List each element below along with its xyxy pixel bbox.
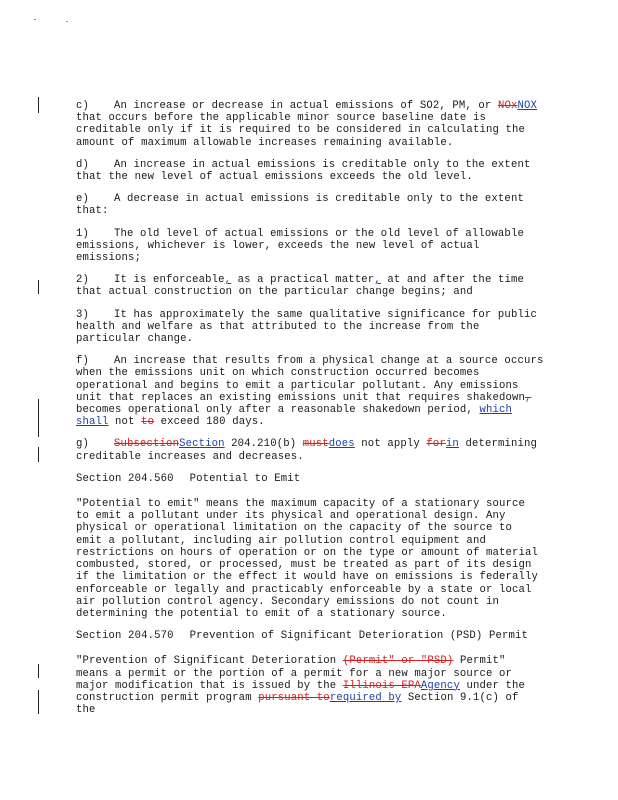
inserted-text: NOX [517, 100, 537, 112]
item-number: d) [76, 158, 90, 171]
inserted-text: , [224, 274, 232, 287]
paragraph-f: f) An increase that results from a physical change at a source occurs when the emissions unit on which construction occurred becomes operational and begins to emit a particular pollutant. Any emissions unit that replaces an existing emissions unit that requires shakedown, becomes operational only after a reasonable shakedown period, which shall not to exceed 180 days. [76, 355, 544, 429]
scan-speck [34, 19, 36, 20]
item-number: 3) [76, 308, 90, 321]
item-number: 1) [76, 227, 90, 240]
paragraph-1: 1) The old level of actual emissions or the old level of allowable emissions, whichever is lower, exceeds the new level of actual emissions; [76, 227, 524, 265]
paragraph-d: d) An increase in actual emissions is creditable only to the extent that the new level of actual emissions exceeds the old level. [76, 158, 531, 184]
item-number: g) [76, 438, 90, 451]
item-number: c) [76, 100, 90, 112]
deleted-text: must [302, 438, 329, 451]
inserted-text: Agency [420, 679, 460, 692]
change-bar [38, 447, 39, 462]
deleted-text: , [525, 391, 532, 404]
scan-speck [66, 21, 68, 22]
paragraph-e: e) A decrease in actual emissions is creditable only to the extent that: [76, 193, 524, 218]
inserted-text: , [374, 274, 381, 287]
inserted-text: which shall [76, 404, 512, 429]
change-bar [38, 280, 39, 294]
change-bar [38, 399, 39, 437]
paragraph-c: c) An increase or decrease in actual emissions of SO2, PM, or NOxNOX that occurs before the applicable minor source baseline date is creditable only if it is required to be considered in calculating the amount of maximum allowable increases remaining available. [76, 100, 537, 149]
section-heading-204-560: Section 204.560 Potential to Emit [76, 472, 301, 485]
change-bar [38, 664, 39, 678]
deleted-text: for [426, 438, 446, 451]
deleted-text: NOx [497, 100, 518, 112]
inserted-text: in [445, 438, 459, 451]
section-body-204-560: "Potential to emit" means the maximum capacity of a stationary source to emit a pollutant under its physical and operational design. Any physical or operational limitation on the capacity of the source to emit a pollutant, including air pollution control equipment and restrictions on hours of operation or on the type or amount of material combusted, stored, or processed, must be treated as part of its design if the limitation or the effect it would have on emissions is federally enforceable or legally and practicably enforceable by a state or local air pollution control agency. Secondary emissions do not count in determining the potential to emit of a stationary source. [76, 498, 539, 620]
paragraph-g: g) SubsectionSection 204.210(b) mustdoes not apply forin determining creditable increases and decreases. [76, 438, 538, 463]
change-bar [38, 97, 39, 113]
deleted-text: Illinois EPA [342, 679, 421, 692]
item-number: 2) [76, 274, 90, 287]
paragraph-2: 2) It is enforceable, as a practical matter, at and after the time that actual construction on the particular change begins; and [76, 274, 524, 299]
document-body [76, 100, 544, 726]
inserted-text: Section [179, 438, 225, 451]
deleted-text: to [141, 416, 155, 429]
change-bar [38, 690, 39, 714]
item-number: e) [76, 193, 90, 206]
deleted-text: Subsection [114, 438, 180, 451]
section-heading-204-570: Section 204.570 Prevention of Significant Deterioration (PSD) Permit [76, 630, 528, 643]
deleted-text: (Permit" or "PSD) [342, 655, 454, 668]
inserted-text: required by [329, 691, 402, 704]
inserted-text: does [328, 438, 355, 451]
paragraph-3: 3) It has approximately the same qualitative significance for public health and welfare as that attributed to the increase from the particular change. [76, 308, 537, 346]
section-body-204-570: "Prevention of Significant Deterioration (Permit" or "PSD) Permit" means a permit or the portion of a permit for a new major source or major modification that is issued by the Illinois EPAAgency under the construction permit program pursuant torequired by Section 9.1(c) of the [76, 655, 526, 717]
item-number: f) [76, 355, 90, 368]
deleted-text: pursuant to [258, 691, 330, 704]
